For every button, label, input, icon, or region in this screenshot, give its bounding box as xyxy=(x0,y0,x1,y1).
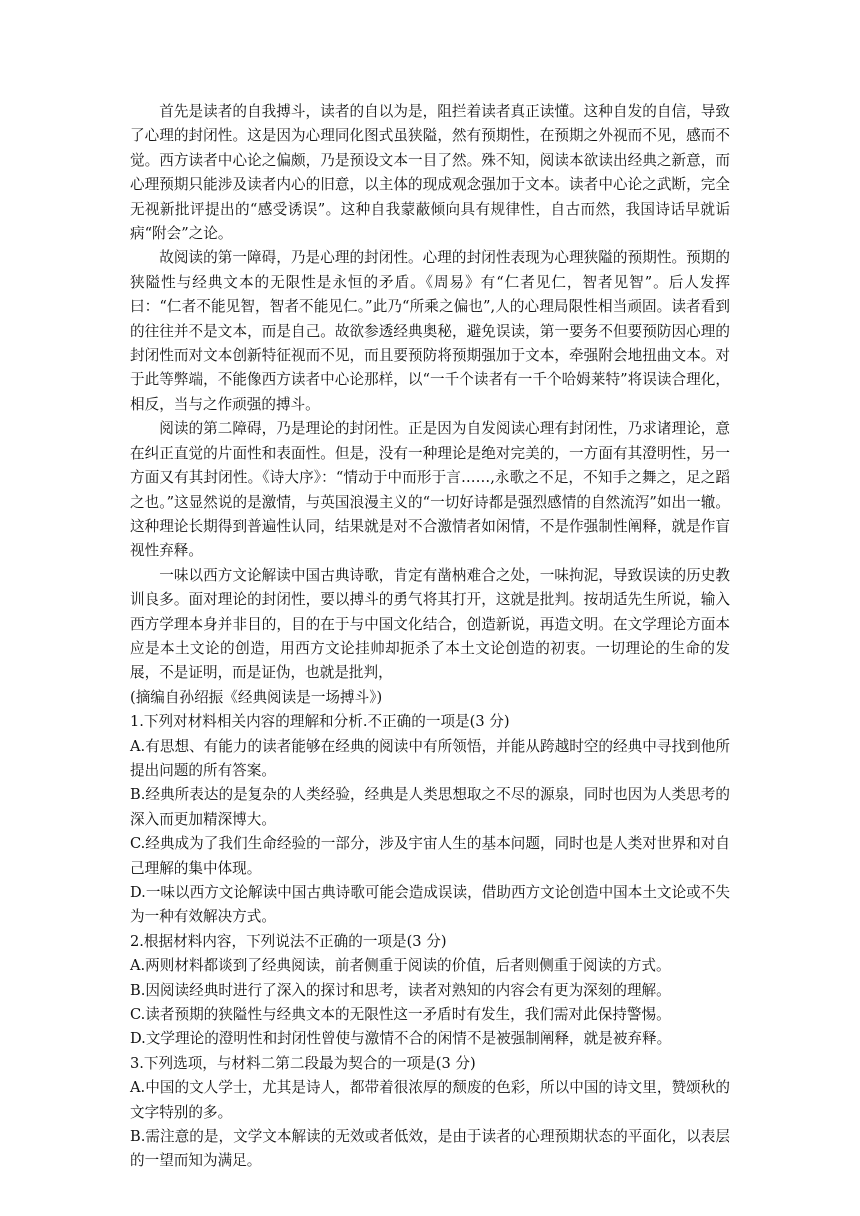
question-2-stem: 2.根据材料内容，下列说法不正确的一项是(3 分) xyxy=(130,932,447,950)
passage-paragraph-2: 故阅读的第一障碍，乃是心理的封闭性。心理的封闭性表现为心理狭隘的预期性。预期的狭隘性与经典文本的无限性是永恒的矛盾。《周易》有“仁者见仁，智者见智”。后人发挥曰：“仁者不能见智，智者不能见仁。”此乃“所乘之偏也”,人的心理局限性相当顽固。读者看到的往往并不是文本，而是自己。故欲参透经典奥秘，避免误读，第一要务不但要预防因心理的封闭性而对文本创新特征视而不见，而且要预防将预期强加于文本，牵强附会地扭曲文本。对于此等弊端，不能像西方读者中心论那样，以“一千个读者有一千个哈姆莱特”将误读合理化，相反，当与之作顽强的搏斗。 xyxy=(130,249,730,413)
question-3-stem: 3.下列选项，与材料二第二段最为契合的一项是(3 分) xyxy=(130,1054,476,1072)
question-2-option-c: C.读者预期的狭隘性与经典文本的无限性这一矛盾时有发生，我们需对此保持警惕。 xyxy=(130,1006,671,1024)
question-1-option-c: C.经典成为了我们生命经验的一部分，涉及宇宙人生的基本问题，同时也是人类对世界和对自己理解的集中体现。 xyxy=(130,835,730,877)
question-2 xyxy=(130,930,730,1052)
question-3 xyxy=(130,1052,730,1174)
passage-paragraph-4: 一味以西方文论解读中国古典诗歌，肯定有凿枘难合之处，一味拘泥，导致误读的历史教训良多。面对理论的封闭性，要以搏斗的勇气将其打开，这就是批判。按胡适先生所说，输入西方学理本身并非目的，目的在于与中国文化结合，创造新说，再造文明。在文学理论方面本应是本土文论的创造，用西方文论挂帅却扼杀了本土文论创造的初衷。一切理论的生命的发展，不是证明，而是证伪，也就是批判， xyxy=(130,566,730,682)
question-1-option-b: B.经典所表达的是复杂的人类经验，经典是人类思想取之不尽的源泉，同时也因为人类思考的深入而更加精深博大。 xyxy=(130,786,730,828)
question-1-stem: 1.下列对材料相关内容的理解和分析.不正确的一项是(3 分) xyxy=(130,713,510,731)
question-2-option-a: A.两则材料都谈到了经典阅读，前者侧重于阅读的价值，后者则侧重于阅读的方式。 xyxy=(130,957,671,975)
question-2-option-d: D.文学理论的澄明性和封闭性曾使与激情不合的闲情不是被强制阐释，就是被弃释。 xyxy=(130,1030,672,1048)
question-2-option-b: B.因阅读经典时进行了深入的探讨和思考，读者对熟知的内容会有更为深刻的理解。 xyxy=(130,981,671,999)
document-page xyxy=(130,100,730,1174)
passage-paragraph-3: 阅读的第二障碍，乃是理论的封闭性。正是因为自发阅读心理有封闭性，乃求诸理论，意在纠正直觉的片面性和表面性。但是，没有一种理论是绝对完美的，一方面有其澄明性，另一方面又有其封闭性。《诗大序》：“情动于中而形于言……,永歌之不足，不知手之舞之，足之蹈之也。”这显然说的是激情，与英国浪漫主义的“一切好诗都是强烈感情的自然流泻”如出一辙。这种理论长期得到普遍性认同，结果就是对不合激情者如闲情，不是作强制性阐释，就是作盲视性弃释。 xyxy=(130,420,730,560)
question-3-option-a: A.中国的文人学士，尤其是诗人，都带着很浓厚的颓废的色彩，所以中国的诗文里，赞颂秋的文字特别的多。 xyxy=(130,1079,730,1121)
passage-source: (摘编自孙绍振《经典阅读是一场搏斗》) xyxy=(130,688,383,706)
passage-paragraph-1: 首先是读者的自我搏斗，读者的自以为是，阻拦着读者真正读懂。这种自发的自信，导致了心理的封闭性。这是因为心理同化图式虽狭隘，然有预期性，在预期之外视而不见，感而不觉。西方读者中心论之偏颇，乃是预设文本一目了然。殊不知，阅读本欲读出经典之新意，而心理预期只能涉及读者内心的旧意，以主体的现成观念强加于文本。读者中心论之武断，完全无视新批评提出的“感受诱误”。这种自我蒙蔽倾向具有规律性，自古而然，我国诗话早就诟病“附会”之论。 xyxy=(130,103,730,243)
question-3-option-b: B.需注意的是，文学文本解读的无效或者低效，是由于读者的心理预期状态的平面化，以表层的一望而知为满足。 xyxy=(130,1128,730,1170)
question-1 xyxy=(130,710,730,930)
question-1-option-a: A.有思想、有能力的读者能够在经典的阅读中有所领悟，并能从跨越时空的经典中寻找到他所提出问题的所有答案。 xyxy=(130,737,730,779)
question-1-option-d: D.一味以西方文论解读中国古典诗歌可能会造成误读，借助西方文论创造中国本土文论或不失为一种有效解决方式。 xyxy=(130,884,730,926)
